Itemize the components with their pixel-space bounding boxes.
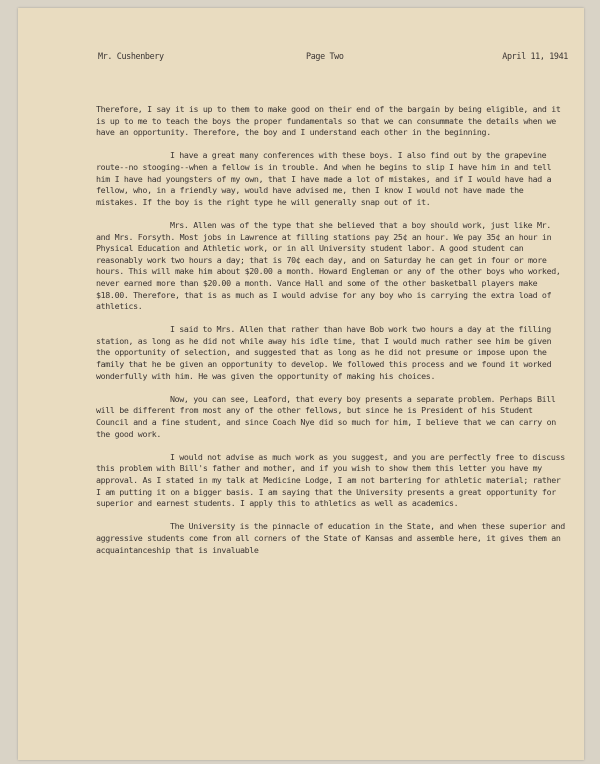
paragraph-5: Now, you can see, Leaford, that every boy presents a separate problem. Perhaps Bill will be different from most any of the other fellows, but since he is President of his Student Council and a fine student, and since Coach Nye did so much for him, I believe that we can carry on the good work. (96, 393, 556, 439)
paragraph-7: The University is the pinnacle of education in the State, and when these superior and aggressive students come from all corners of the State of Kansas and assemble here, it gives them an acquaintanceship that is invaluable (96, 521, 565, 555)
paragraph-2: I have a great many conferences with these boys. I also find out by the grapevine route--no stooging--when a fellow is in trouble. And when he begins to slip I have him in and tell him I have had youngsters of my own, that I have made a lot of mistakes, and if I would have had a fellow, who, in a friendly way, would have advised me, then I know I would not have made the mistakes. If the boy is the right type he will generally snap out of it. (96, 150, 552, 207)
paragraph-1: Therefore, I say it is up to them to make good on their end of the bargain by being eligible, and it is up to me to teach the boys the proper fundamentals so that we can consummate the details when we have an opportunity. Therefore, the boy and I understand each other in the beginning. (96, 104, 561, 138)
paragraph-4: I said to Mrs. Allen that rather than have Bob work two hours a day at the filling station, as long as he did not while away his idle time, that I would much rather see him be given the opportunity of selection, and suggested that as long as he did not presume or impose upon the family that he be given an opportunity to develop. We followed this process and we found it worked wonderfully with him. He was given the opportunity of making his choices. (96, 324, 552, 381)
letter-page (18, 8, 584, 760)
recipient-name: Mr. Cushenbery (98, 51, 164, 61)
letter-body (96, 104, 568, 556)
paragraph-6: I would not advise as much work as you suggest, and you are perfectly free to discuss this problem with Bill's father and mother, and if you wish to show them this letter you have my approval. As I stated in my talk at Medicine Lodge, I am not bartering for athletic material; rather I am putting it on a bigger basis. I am saying that the University presents a great opportunity for superior and earnest students. I apply this to athletics as well as academics. (96, 451, 565, 509)
letter-date: April 11, 1941 (502, 51, 568, 61)
page-number: Page Two (306, 51, 344, 61)
paragraph-3: Mrs. Allen was of the type that she believed that a boy should work, just like Mr. and Mrs. Forsyth. Most jobs in Lawrence at filling stations pay 25¢ an hour. We pay 35¢ an hour in Physical Education and Athletic work, or in all University student labor. A good student can reasonably work two hours a day; that is 70¢ each day, and on Saturday he can get in four or more hours. This will make him about $20.00 a month. Howard Engleman or any of the other boys who worked, never earned more than $20.00 a month. Vance Hall and some of the other basketball players make $18.00. Therefore, that is as much as I would advise for any boy who is carrying the extra load of athletics. (96, 219, 561, 312)
